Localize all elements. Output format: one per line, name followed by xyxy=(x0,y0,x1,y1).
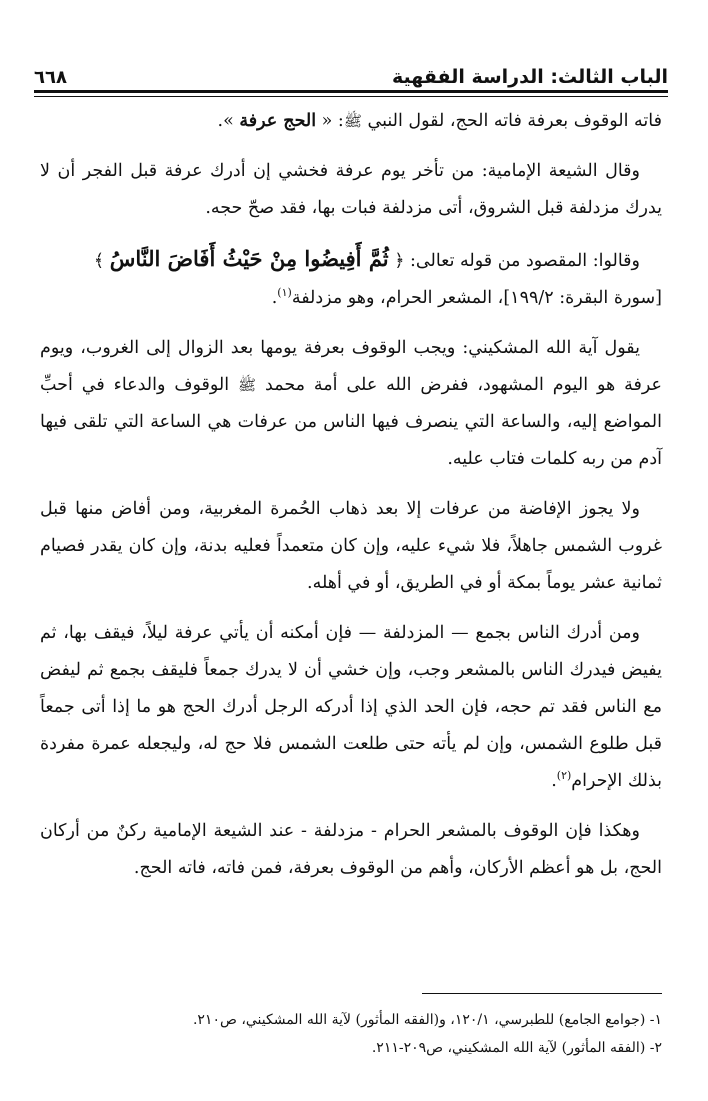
page-header xyxy=(34,58,668,88)
text-run: . xyxy=(551,771,557,791)
text-run: فاته الوقوف بعرفة فاته الحج، لقول النبي xyxy=(361,111,662,131)
pbuh-symbol: ﷺ xyxy=(238,376,257,394)
hadith-quote: الحج عرفة xyxy=(239,111,317,131)
footnote-1: ١- (جوامع الجامع) للطبرسي، ١٢٠/١، و(الفقه المأثور) لآية الله المشكيني، ص٢١٠. xyxy=(192,1012,662,1028)
paragraph-1 xyxy=(40,103,662,140)
footnote-ref-1: (١) xyxy=(277,286,292,300)
paragraph-4 xyxy=(40,280,662,317)
paragraph-5 xyxy=(40,330,662,478)
page-number: ٦٦٨ xyxy=(34,67,67,88)
text-run: . xyxy=(271,288,278,308)
header-rule-thin xyxy=(34,96,668,97)
quran-verse: ثُمَّ أَفِيضُوا مِنْ حَيْثُ أَفَاضَ النَّاسُ xyxy=(109,246,389,271)
text-run: وقالوا: المقصود من قوله تعالى: ﴿ xyxy=(388,251,640,271)
footnote-ref-2: (٢) xyxy=(556,769,572,783)
text-run: ». xyxy=(217,111,240,131)
text-run: ﴾ xyxy=(93,251,110,271)
footnote-2: ٢- (الفقه المأثور) لآية الله المشكيني، ص٢٠٩-٢١١. xyxy=(371,1040,662,1056)
paragraph-8: وهكذا فإن الوقوف بالمشعر الحرام - مزدلفة - عند الشيعة الإمامية ركنٌ من أركان الحج، بل هو أعظم الأركان، وأهم من الوقوف بعرفة، فمن فاته، فاته الحج. xyxy=(40,821,662,878)
footnotes xyxy=(40,1006,662,1062)
pbuh-symbol: ﷺ xyxy=(343,112,362,130)
text-run: الوقوف والدعاء في أحبِّ المواضع إليه، والساعة التي ينصرف فيها الناس من عرفات هي الساعة التي تلقى فيها آدم من ربه كلمات فتاب عليه. xyxy=(40,375,662,469)
body-text xyxy=(40,103,662,900)
text-run: [سورة البقرة: ١٩٩/٢]، المشعر الحرام، وهو مزدلفة xyxy=(291,288,662,308)
paragraph-2: وقال الشيعة الإمامية: من تأخر يوم عرفة فخشي إن أدرك عرفة قبل الفجر أن لا يدرك مزدلفة قبل الشروق، أتى مزدلفة فبات بها، فقد صحّ حجه. xyxy=(40,161,662,218)
header-rule-thick xyxy=(34,90,668,93)
text-run: ومن أدرك الناس بجمع — المزدلفة — فإن أمكنه أن يأتي عرفة ليلاً، فيقف بها، ثم يفيض فيدرك الناس بالمشعر وجب، وإن خشي أن لا يدرك جمعاً فليقف بجمع ثم ليفض مع الناس فقد تم حجه، فإن الحد الذي إذا أدركه الرجل أدرك الحج هو ما إذا أتى جمعاً قبل طلوع الشمس، وإن لم يأته حتى طلعت الشمس فلا حج له، وليجعله عمرة مفردة بذلك الإحرام xyxy=(40,623,662,791)
text-run: يقول آية الله المشكيني: ويجب الوقوف بعرفة يومها بعد الزوال إلى الغروب، ويوم عرفة هو اليوم المشهود، ففرض الله على أمة محمد xyxy=(40,338,662,395)
text-run: : « xyxy=(316,111,344,131)
chapter-title: الباب الثالث: الدراسة الفقهية xyxy=(392,66,668,88)
paragraph-7 xyxy=(40,615,662,800)
paragraph-3 xyxy=(40,240,662,280)
footnote-separator xyxy=(422,993,662,994)
paragraph-6: ولا يجوز الإفاضة من عرفات إلا بعد ذهاب الحُمرة المغربية، ومن أفاض منها قبل غروب الشمس جاهلاً، فلا شيء عليه، وإن كان متعمداً فعليه بدنة، وإن كان يقدر فصيام ثمانية عشر يوماً بمكة أو في الطريق، أو في أهله. xyxy=(40,499,662,593)
